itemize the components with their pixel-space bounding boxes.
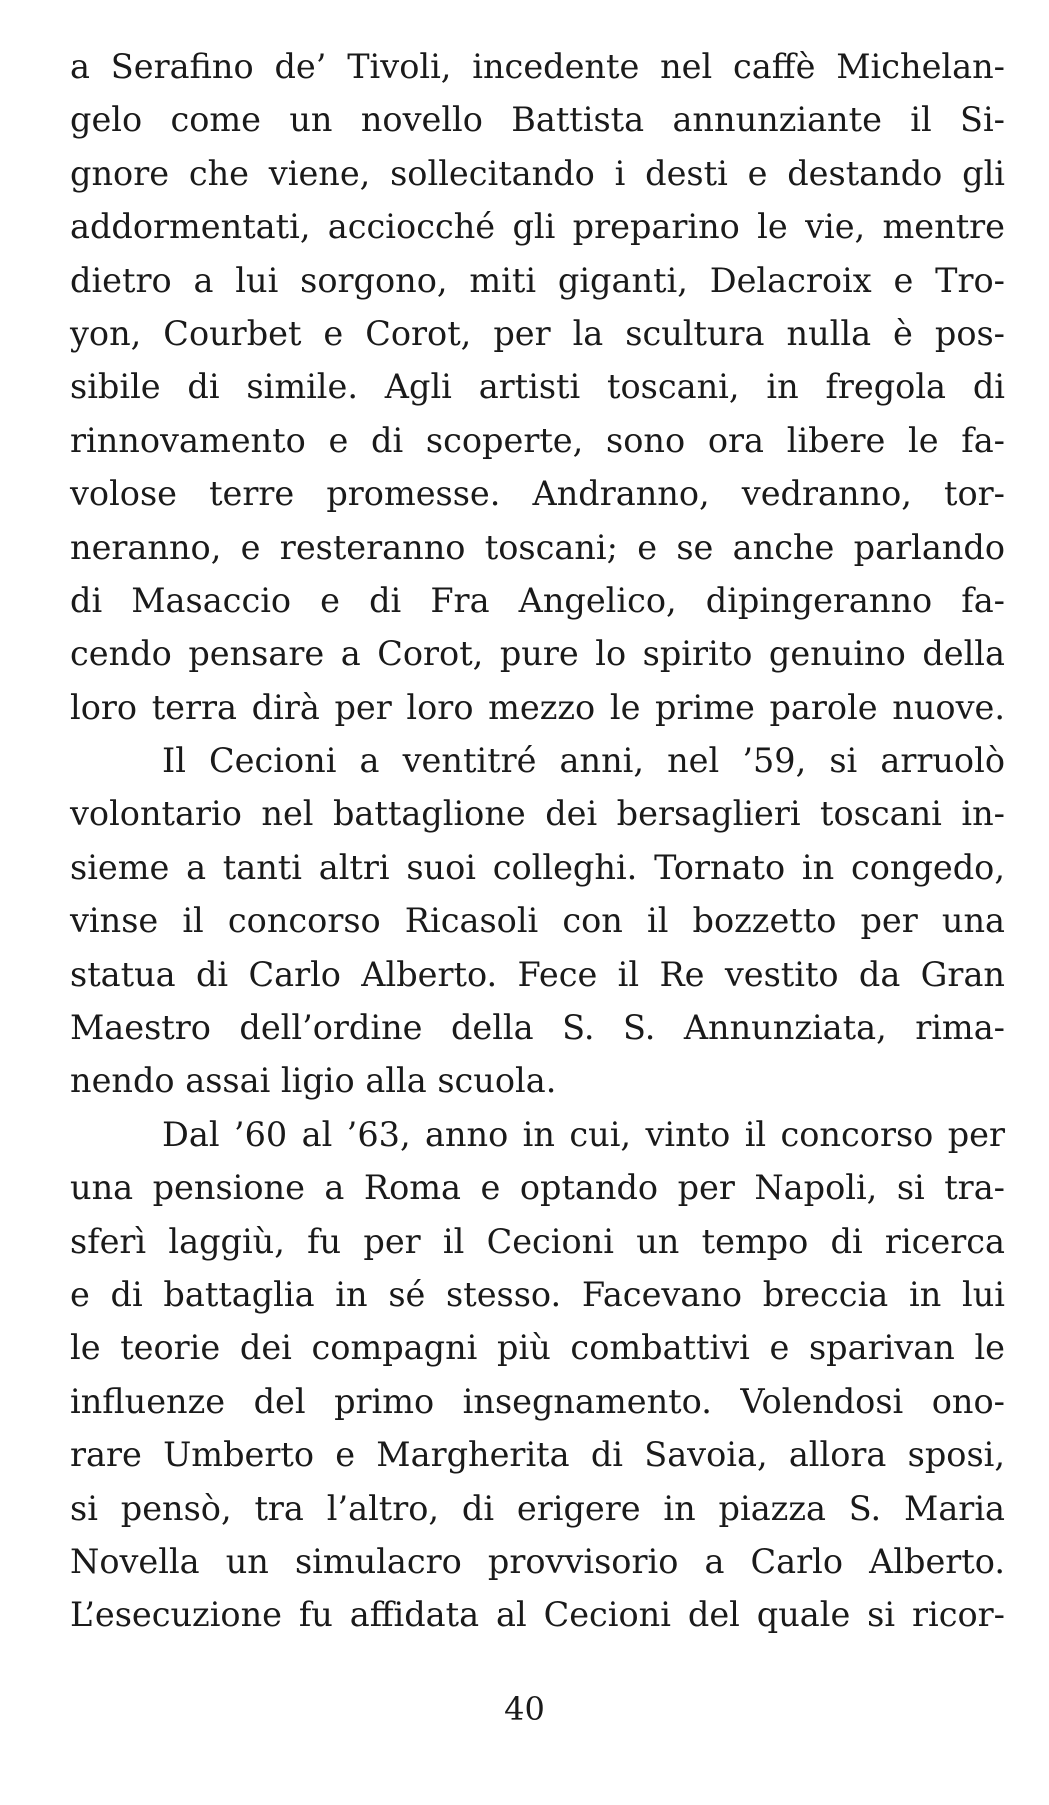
text-line: yon, Courbet e Corot, per la scultura nulla è pos- <box>70 313 1005 353</box>
text-line: e di battaglia in sé stesso. Facevano breccia in lui <box>70 1274 1005 1314</box>
text-line: si pensò, tra l’altro, di erigere in piazza S. Maria <box>70 1488 1005 1528</box>
paragraph-start-line: Dal ’60 al ’63, anno in cui, vinto il concorso per <box>162 1114 1005 1154</box>
text-line: sibile di simile. Agli artisti toscani, in fregola di <box>70 367 1005 407</box>
text-line: L’esecuzione fu affidata al Cecioni del quale si ricor- <box>70 1595 1005 1635</box>
text-line: le teorie dei compagni più combattivi e sparivan le <box>70 1328 1005 1368</box>
text-line: a Serafino de’ Tivoli, incedente nel caffè Michelan- <box>70 47 1005 86</box>
text-line: rare Umberto e Margherita di Savoia, allora sposi, <box>70 1435 1005 1475</box>
text-line: statua di Carlo Alberto. Fece il Re vestito da Gran <box>70 954 1005 994</box>
text-line: vinse il concorso Ricasoli con il bozzetto per una <box>70 901 1005 941</box>
text-line: gelo come un novello Battista annunziante il Si- <box>70 100 1005 140</box>
page-number: 40 <box>504 1690 545 1728</box>
text-line: cendo pensare a Corot, pure lo spirito genuino della <box>70 634 1005 674</box>
paragraph-end-line: nendo assai ligio alla scuola. <box>70 1061 557 1101</box>
text-line: volose terre promesse. Andranno, vedranno, tor- <box>70 474 1005 514</box>
text-line: Novella un simulacro provvisorio a Carlo Alberto. <box>70 1541 1005 1581</box>
text-line: dietro a lui sorgono, miti giganti, Delacroix e Tro- <box>70 260 1005 300</box>
text-line: rinnovamento e di scoperte, sono ora libere le fa- <box>70 420 1005 460</box>
text-line: sferì laggiù, fu per il Cecioni un tempo di ricerca <box>70 1221 1005 1261</box>
body-text <box>70 40 1005 1642</box>
text-line: gnore che viene, sollecitando i desti e destando gli <box>70 153 1005 193</box>
text-line: Maestro dell’ordine della S. S. Annunziata, rima- <box>70 1008 1005 1048</box>
text-line: una pensione a Roma e optando per Napoli, si tra- <box>70 1168 1005 1208</box>
text-line: loro terra dirà per loro mezzo le prime parole nuove. <box>70 687 1005 727</box>
text-line: neranno, e resteranno toscani; e se anche parlando <box>70 527 1005 567</box>
text-line: sieme a tanti altri suoi colleghi. Tornato in congedo, <box>70 847 1005 887</box>
text-line: di Masaccio e di Fra Angelico, dipingeranno fa- <box>70 580 1005 620</box>
text-line: volontario nel battaglione dei bersaglieri toscani in- <box>70 794 1005 834</box>
paragraph-start-line: Il Cecioni a ventitré anni, nel ’59, si arruolò <box>162 741 1005 781</box>
text-line: addormentati, acciocché gli preparino le vie, mentre <box>70 207 1005 247</box>
text-line: influenze del primo insegnamento. Volendosi ono- <box>70 1381 1005 1421</box>
